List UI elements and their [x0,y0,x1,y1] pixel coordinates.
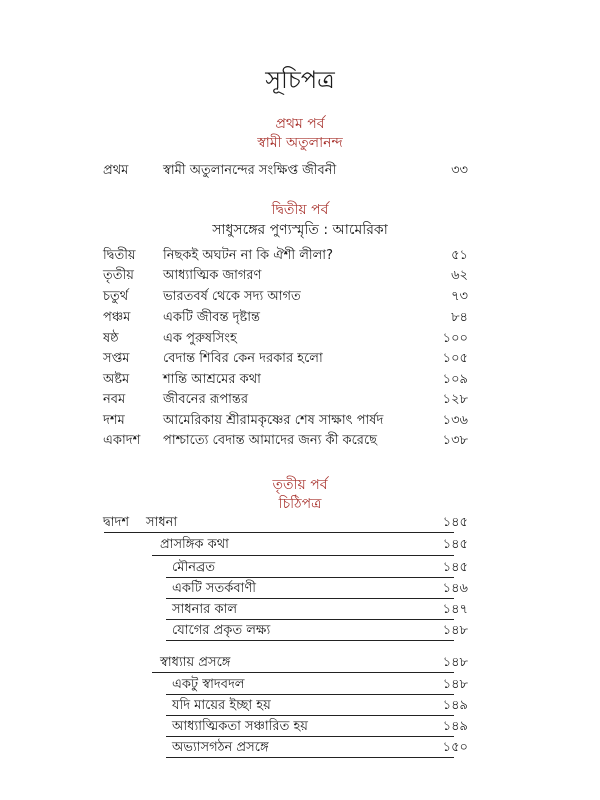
page-number: ১৪৬ [442,581,468,596]
page-number: ১৪৫ [442,537,468,552]
chapter-title: শান্তি আশ্রমের কথা [163,372,261,387]
page-number: ১৩৮ [442,433,468,448]
chapter-title: একটি জীবন্ত দৃষ্টান্ত [163,310,260,325]
section-title: স্বাধ্যায় প্রসঙ্গে [160,655,231,670]
chapter-number: তৃতীয় [103,268,134,283]
page-title: সূচিপত্র [265,66,335,94]
divider [166,694,454,695]
part3-heading: তৃতীয় পর্ব [272,477,328,493]
section-title: প্রাসঙ্গিক কথা [160,537,229,552]
chapter-number: একাদশ [103,433,141,448]
chapter-number: ষষ্ঠ [103,331,119,346]
divider [152,672,454,673]
chapter-title: এক পুরুষসিংহ [163,331,237,346]
page-number: ১০০ [442,331,468,346]
page-number: ৩৩ [451,163,468,178]
chapter-title: সাধনা [146,515,178,530]
part1-heading: প্রথম পর্ব [275,116,325,132]
chapter-title: পাশ্চাত্যে বেদান্ত আমাদের জন্য কী করেছে [163,433,378,448]
toc-row [0,431,600,451]
divider [152,555,454,556]
chapter-title: নিছকই অঘটন না কি ঐশী লীলা? [163,248,333,263]
page-number: ১৪৮ [442,623,468,638]
toc-row [0,558,600,578]
toc-row [0,411,600,431]
page-number: ১০৯ [442,372,468,387]
page-number: ৭৩ [451,289,468,304]
toc-row [0,513,600,533]
entry-title: মৌনব্রত [172,560,215,575]
entry-title: যোগের প্রকৃত লক্ষ্য [172,623,271,638]
toc-row [0,161,600,181]
part3-subheading: চিঠিপত্র [278,496,322,512]
toc-row [0,390,600,410]
toc-row [0,308,600,328]
toc-row [0,266,600,286]
page-number: ১৪৮ [442,655,468,670]
chapter-title: জীবনের রূপান্তর [163,392,249,407]
part2-heading: দ্বিতীয় পর্ব [271,202,329,218]
entry-title: সাধনার কাল [172,602,238,617]
toc-row [0,600,600,620]
chapter-title: আধ্যাত্মিক জাগরণ [163,268,262,283]
toc-row [0,329,600,349]
toc-row [0,675,600,695]
chapter-number: প্রথম [103,163,129,178]
divider [166,715,454,716]
page-number: ১২৮ [442,392,468,407]
entry-title: অভ্যাসগঠন প্রসঙ্গে [172,740,269,755]
chapter-number: চতুর্থ [103,289,129,304]
chapter-title: ভারতবর্ষ থেকে সদ্য আগত [163,289,301,304]
page-number: ১৪৯ [442,698,468,713]
divider [166,736,454,737]
toc-row [0,246,600,266]
toc-row [0,535,600,555]
page-number: ১৪৫ [442,515,468,530]
chapter-number: সপ্তম [103,351,130,366]
chapter-title: স্বামী অতুলানন্দের সংক্ষিপ্ত জীবনী [163,163,337,178]
chapter-title: আমেরিকায় শ্রীরামকৃষ্ণের শেষ সাক্ষাৎ পার্ষদ [163,413,384,428]
toc-row [0,349,600,369]
page-number: ১৪৯ [442,719,468,734]
chapter-number: অষ্টম [103,372,130,387]
toc-row [0,287,600,307]
toc-row [0,738,600,758]
chapter-number: দ্বিতীয় [103,248,136,263]
chapter-number: নবম [103,392,126,407]
toc-row [0,579,600,599]
toc-row [0,621,600,641]
page-number: ১৪৮ [442,677,468,692]
toc-row [0,717,600,737]
part2-subheading: সাধুসঙ্গের পুণ্যস্মৃতি : আমেরিকা [212,222,388,238]
toc-row [0,696,600,716]
page-number: ১৩৬ [442,413,468,428]
divider [166,598,454,599]
page-number: ৫১ [451,248,468,263]
chapter-number: দশম [103,413,125,428]
divider [166,757,454,758]
page-number: ১৪৭ [442,602,468,617]
divider [166,640,454,641]
toc-row [0,370,600,390]
entry-title: একটু স্বাদবদল [172,677,245,692]
entry-title: একটি সতর্কবাণী [172,581,256,596]
divider [166,577,454,578]
chapter-number: পঞ্চম [103,310,131,325]
entry-title: যদি মায়ের ইচ্ছা হয় [172,698,271,713]
chapter-title: বেদান্ত শিবির কেন দরকার হলো [163,351,323,366]
divider [104,532,454,533]
page-number: ৬২ [451,268,468,283]
toc-row [0,653,600,673]
part1-subheading: স্বামী অতুলানন্দ [257,135,343,151]
entry-title: আধ্যাত্মিকতা সঞ্চারিত হয় [172,719,308,734]
chapter-number: দ্বাদশ [103,515,130,530]
page-number: ৮৪ [451,310,468,325]
divider [166,619,454,620]
page-number: ১৫০ [442,740,468,755]
page-number: ১৪৫ [442,560,468,575]
page-number: ১০৫ [442,351,468,366]
